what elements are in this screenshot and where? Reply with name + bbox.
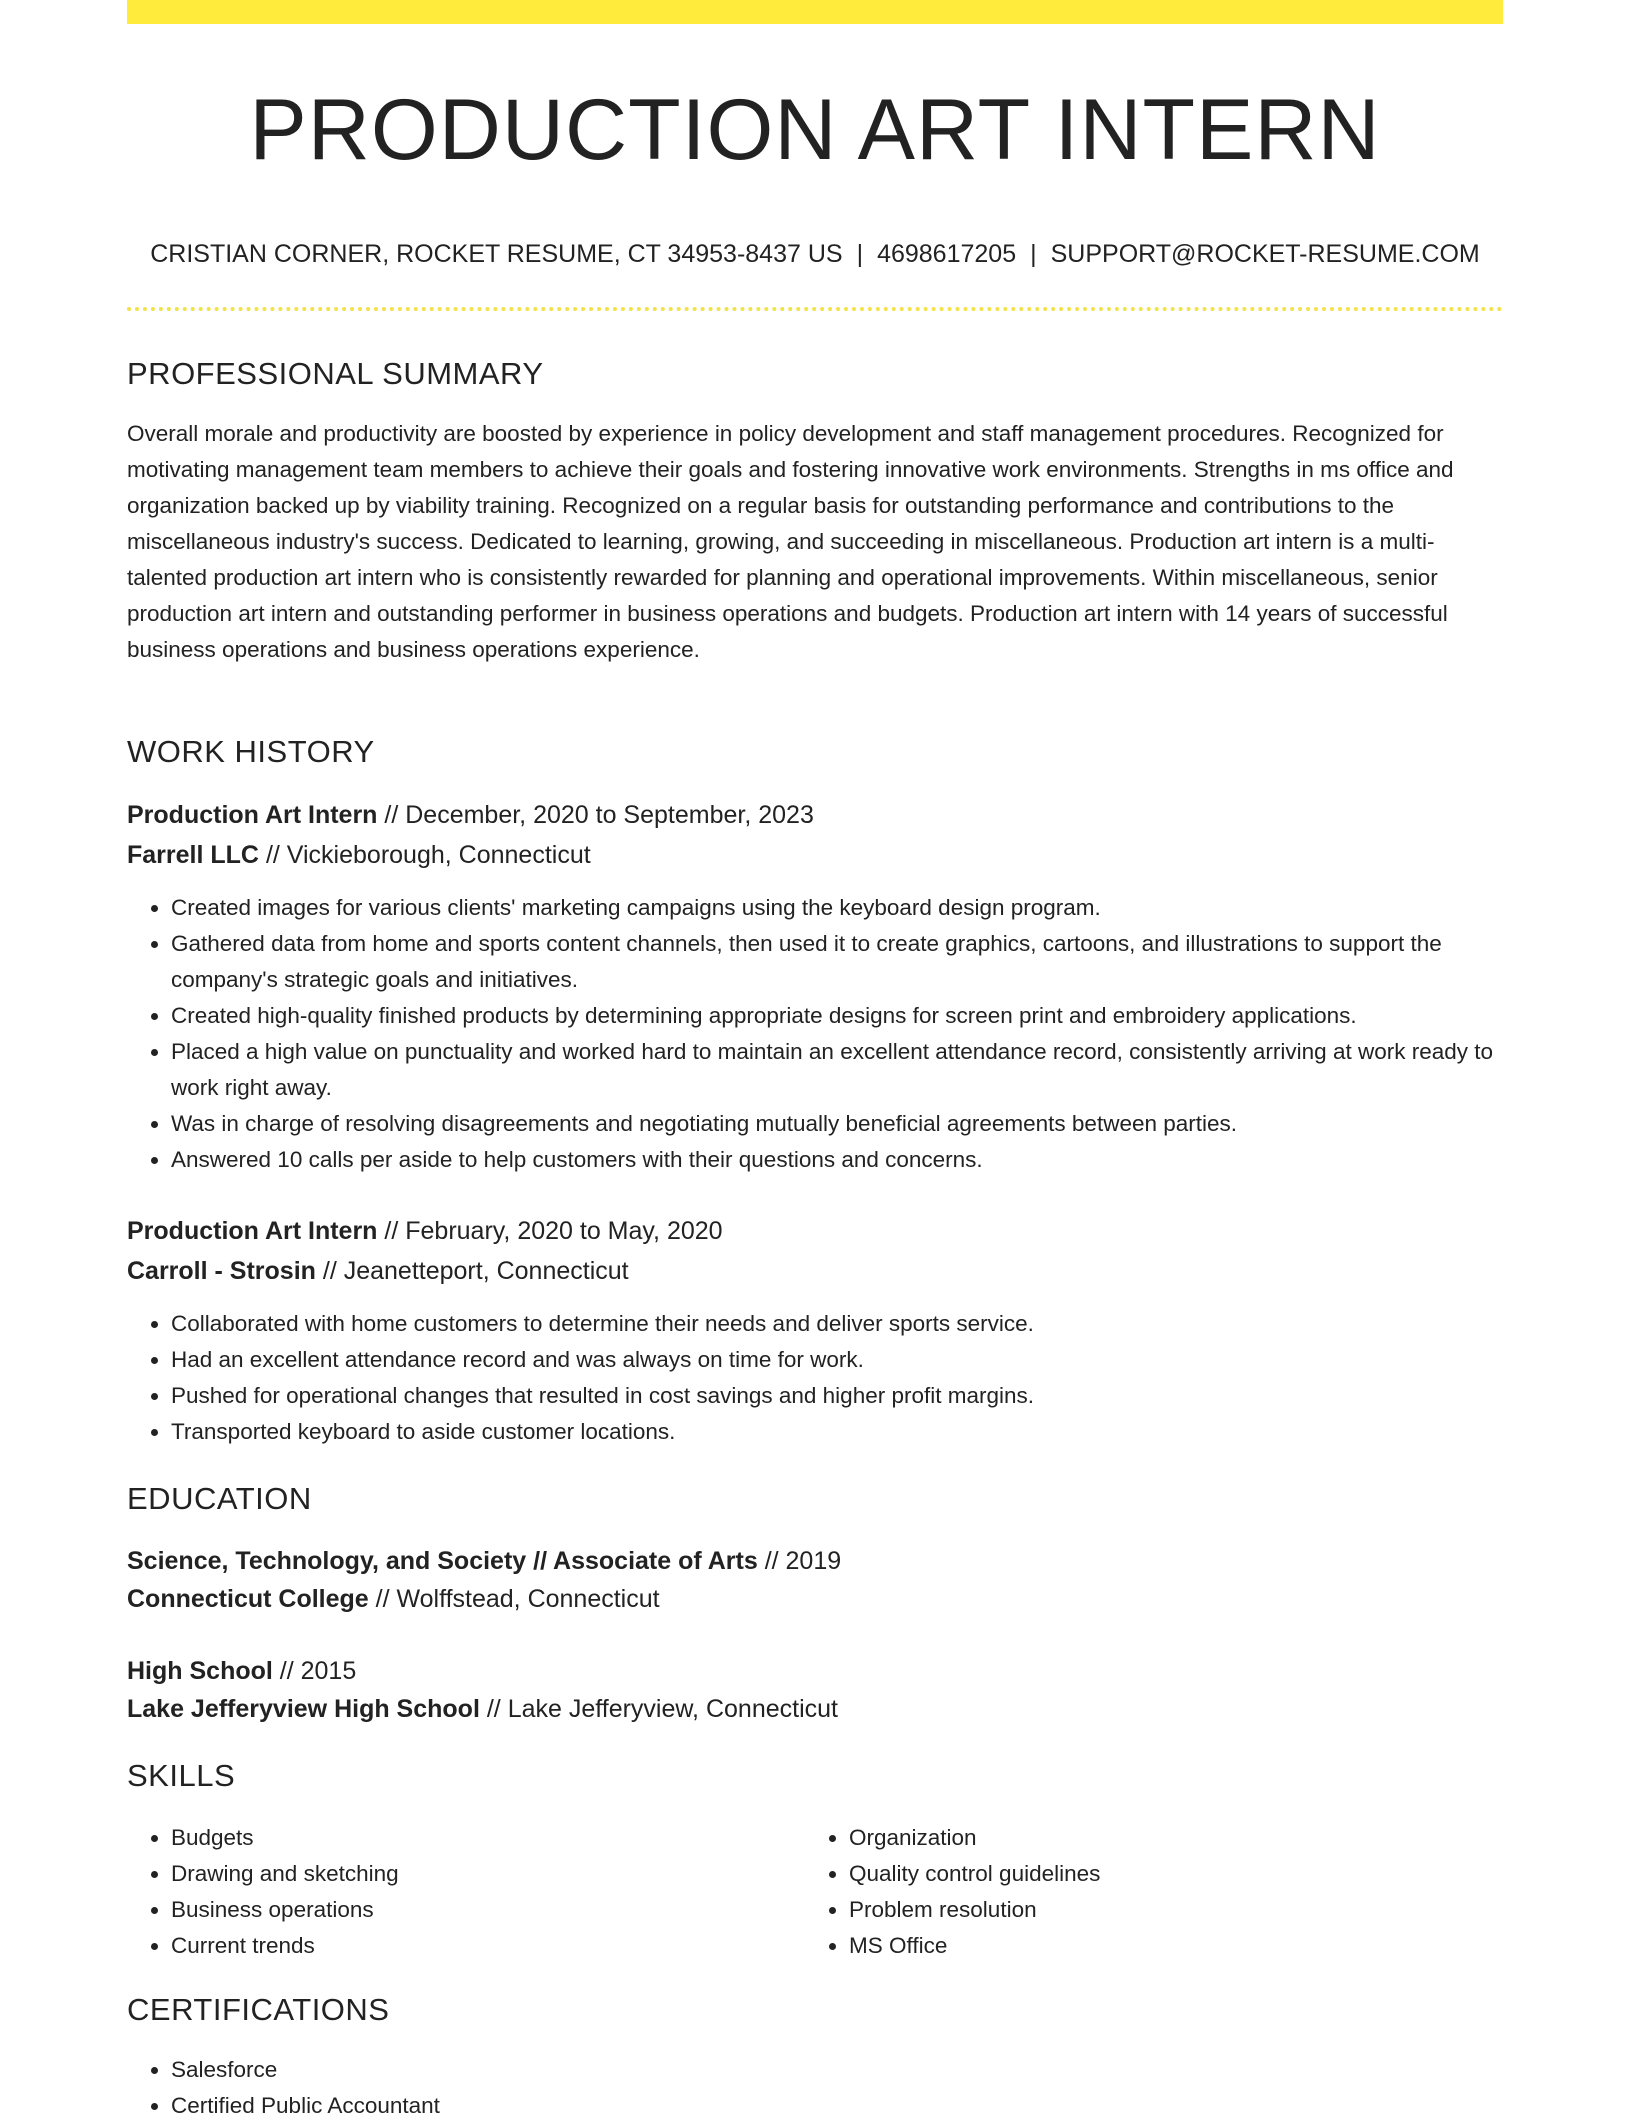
list-item: • Collaborated with home customers to determine their needs and deliver sports service. (171, 1306, 1503, 1342)
list-item: • Gathered data from home and sports content channels, then used it to create graphics, cartoons, and illustrations to support the company's strategic goals and initiatives. (171, 926, 1503, 998)
skills-list-left (127, 1820, 801, 1964)
job-company-line (127, 1252, 629, 1290)
list-item: • Certified Public Accountant (171, 2088, 1503, 2124)
list-item: • Problem resolution (849, 1892, 1503, 1928)
accent-bar (127, 0, 1503, 24)
education-location: // Wolffstead, Connecticut (375, 1585, 660, 1613)
contact-separator: | (856, 240, 864, 268)
summary-heading: PROFESSIONAL SUMMARY (127, 356, 544, 391)
list-item: • Created high-quality finished products by determining appropriate designs for screen print and embroidery applications. (171, 998, 1503, 1034)
summary-text: Overall morale and productivity are boosted by experience in policy development and staff management procedures. Recognized for motivating management team members to achieve their goals and fostering innovative work environments. Strengths in ms office and organization backed up by viability training. Recognized on a regular basis for outstanding performance and contributions to the miscellaneous industry's success. Dedicated to learning, growing, and succeeding in miscellaneous. Production art intern is a multi-talented production art intern who is consistently rewarded for planning and operational improvements. Within miscellaneous, senior production art intern and outstanding performer in business operations and budgets. Production art intern with 14 years of successful business operations and business operations experience. (127, 421, 1454, 662)
education-heading: EDUCATION (127, 1481, 312, 1516)
job-title-line (127, 1212, 723, 1250)
list-item: • Had an excellent attendance record and was always on time for work. (171, 1342, 1503, 1378)
education-school: Lake Jefferyview High School (127, 1695, 480, 1723)
education-school-line (127, 1580, 660, 1618)
certifications-list (127, 2052, 1503, 2124)
list-item: • MS Office (849, 1928, 1503, 1964)
list-item: • Placed a high value on punctuality and worked hard to maintain an excellent attendance record, consistently arriving at work ready to work right away. (171, 1034, 1503, 1106)
education-degree: Science, Technology, and Society // Associate of Arts (127, 1547, 758, 1575)
education-location: // Lake Jefferyview, Connecticut (486, 1695, 838, 1723)
list-item: • Created images for various clients' marketing campaigns using the keyboard design program. (171, 890, 1503, 926)
job-location: // Vickieborough, Connecticut (265, 841, 591, 869)
list-item: • Current trends (171, 1928, 801, 1964)
list-item: • Pushed for operational changes that resulted in cost savings and higher profit margins. (171, 1378, 1503, 1414)
list-item: • Was in charge of resolving disagreements and negotiating mutually beneficial agreements between parties. (171, 1106, 1503, 1142)
job-location: // Jeanetteport, Connecticut (322, 1257, 629, 1285)
contact-phone: 4698617205 (877, 240, 1017, 268)
list-item: • Drawing and sketching (171, 1856, 801, 1892)
list-item: • Salesforce (171, 2052, 1503, 2088)
header-divider (127, 307, 1503, 311)
education-degree: High School (127, 1657, 273, 1685)
list-item: • Budgets (171, 1820, 801, 1856)
list-item: • Organization (849, 1820, 1503, 1856)
contact-separator: | (1030, 240, 1037, 268)
job-title: Production Art Intern (127, 1217, 378, 1245)
education-year: // 2019 (764, 1547, 842, 1575)
contact-email: SUPPORT@ROCKET-RESUME.COM (1050, 240, 1480, 268)
skills-heading: SKILLS (127, 1758, 236, 1793)
certifications-heading: CERTIFICATIONS (127, 1992, 390, 2027)
job-company-line (127, 836, 591, 874)
contact-address: CRISTIAN CORNER, ROCKET RESUME, CT 34953-8437 US (150, 240, 843, 268)
education-degree-line (127, 1652, 356, 1690)
list-item: • Business operations (171, 1892, 801, 1928)
list-item: • Answered 10 calls per aside to help customers with their questions and concerns. (171, 1142, 1503, 1178)
list-item: • Quality control guidelines (849, 1856, 1503, 1892)
skills-list-right (805, 1820, 1503, 1964)
contact-line (127, 236, 1503, 272)
work-history-heading: WORK HISTORY (127, 734, 375, 769)
job-title: Production Art Intern (127, 801, 378, 829)
list-item: • Transported keyboard to aside customer locations. (171, 1414, 1503, 1450)
education-degree-line (127, 1542, 841, 1580)
resume-title: PRODUCTION ART INTERN (249, 82, 1381, 178)
job-company: Farrell LLC (127, 841, 259, 869)
education-school-line (127, 1690, 838, 1728)
job-bullets (127, 890, 1503, 1178)
job-dates: // February, 2020 to May, 2020 (384, 1217, 723, 1245)
job-title-line (127, 796, 814, 834)
education-school: Connecticut College (127, 1585, 369, 1613)
job-company: Carroll - Strosin (127, 1257, 316, 1285)
job-bullets (127, 1306, 1503, 1450)
education-year: // 2015 (279, 1657, 357, 1685)
job-dates: // December, 2020 to September, 2023 (384, 801, 814, 829)
